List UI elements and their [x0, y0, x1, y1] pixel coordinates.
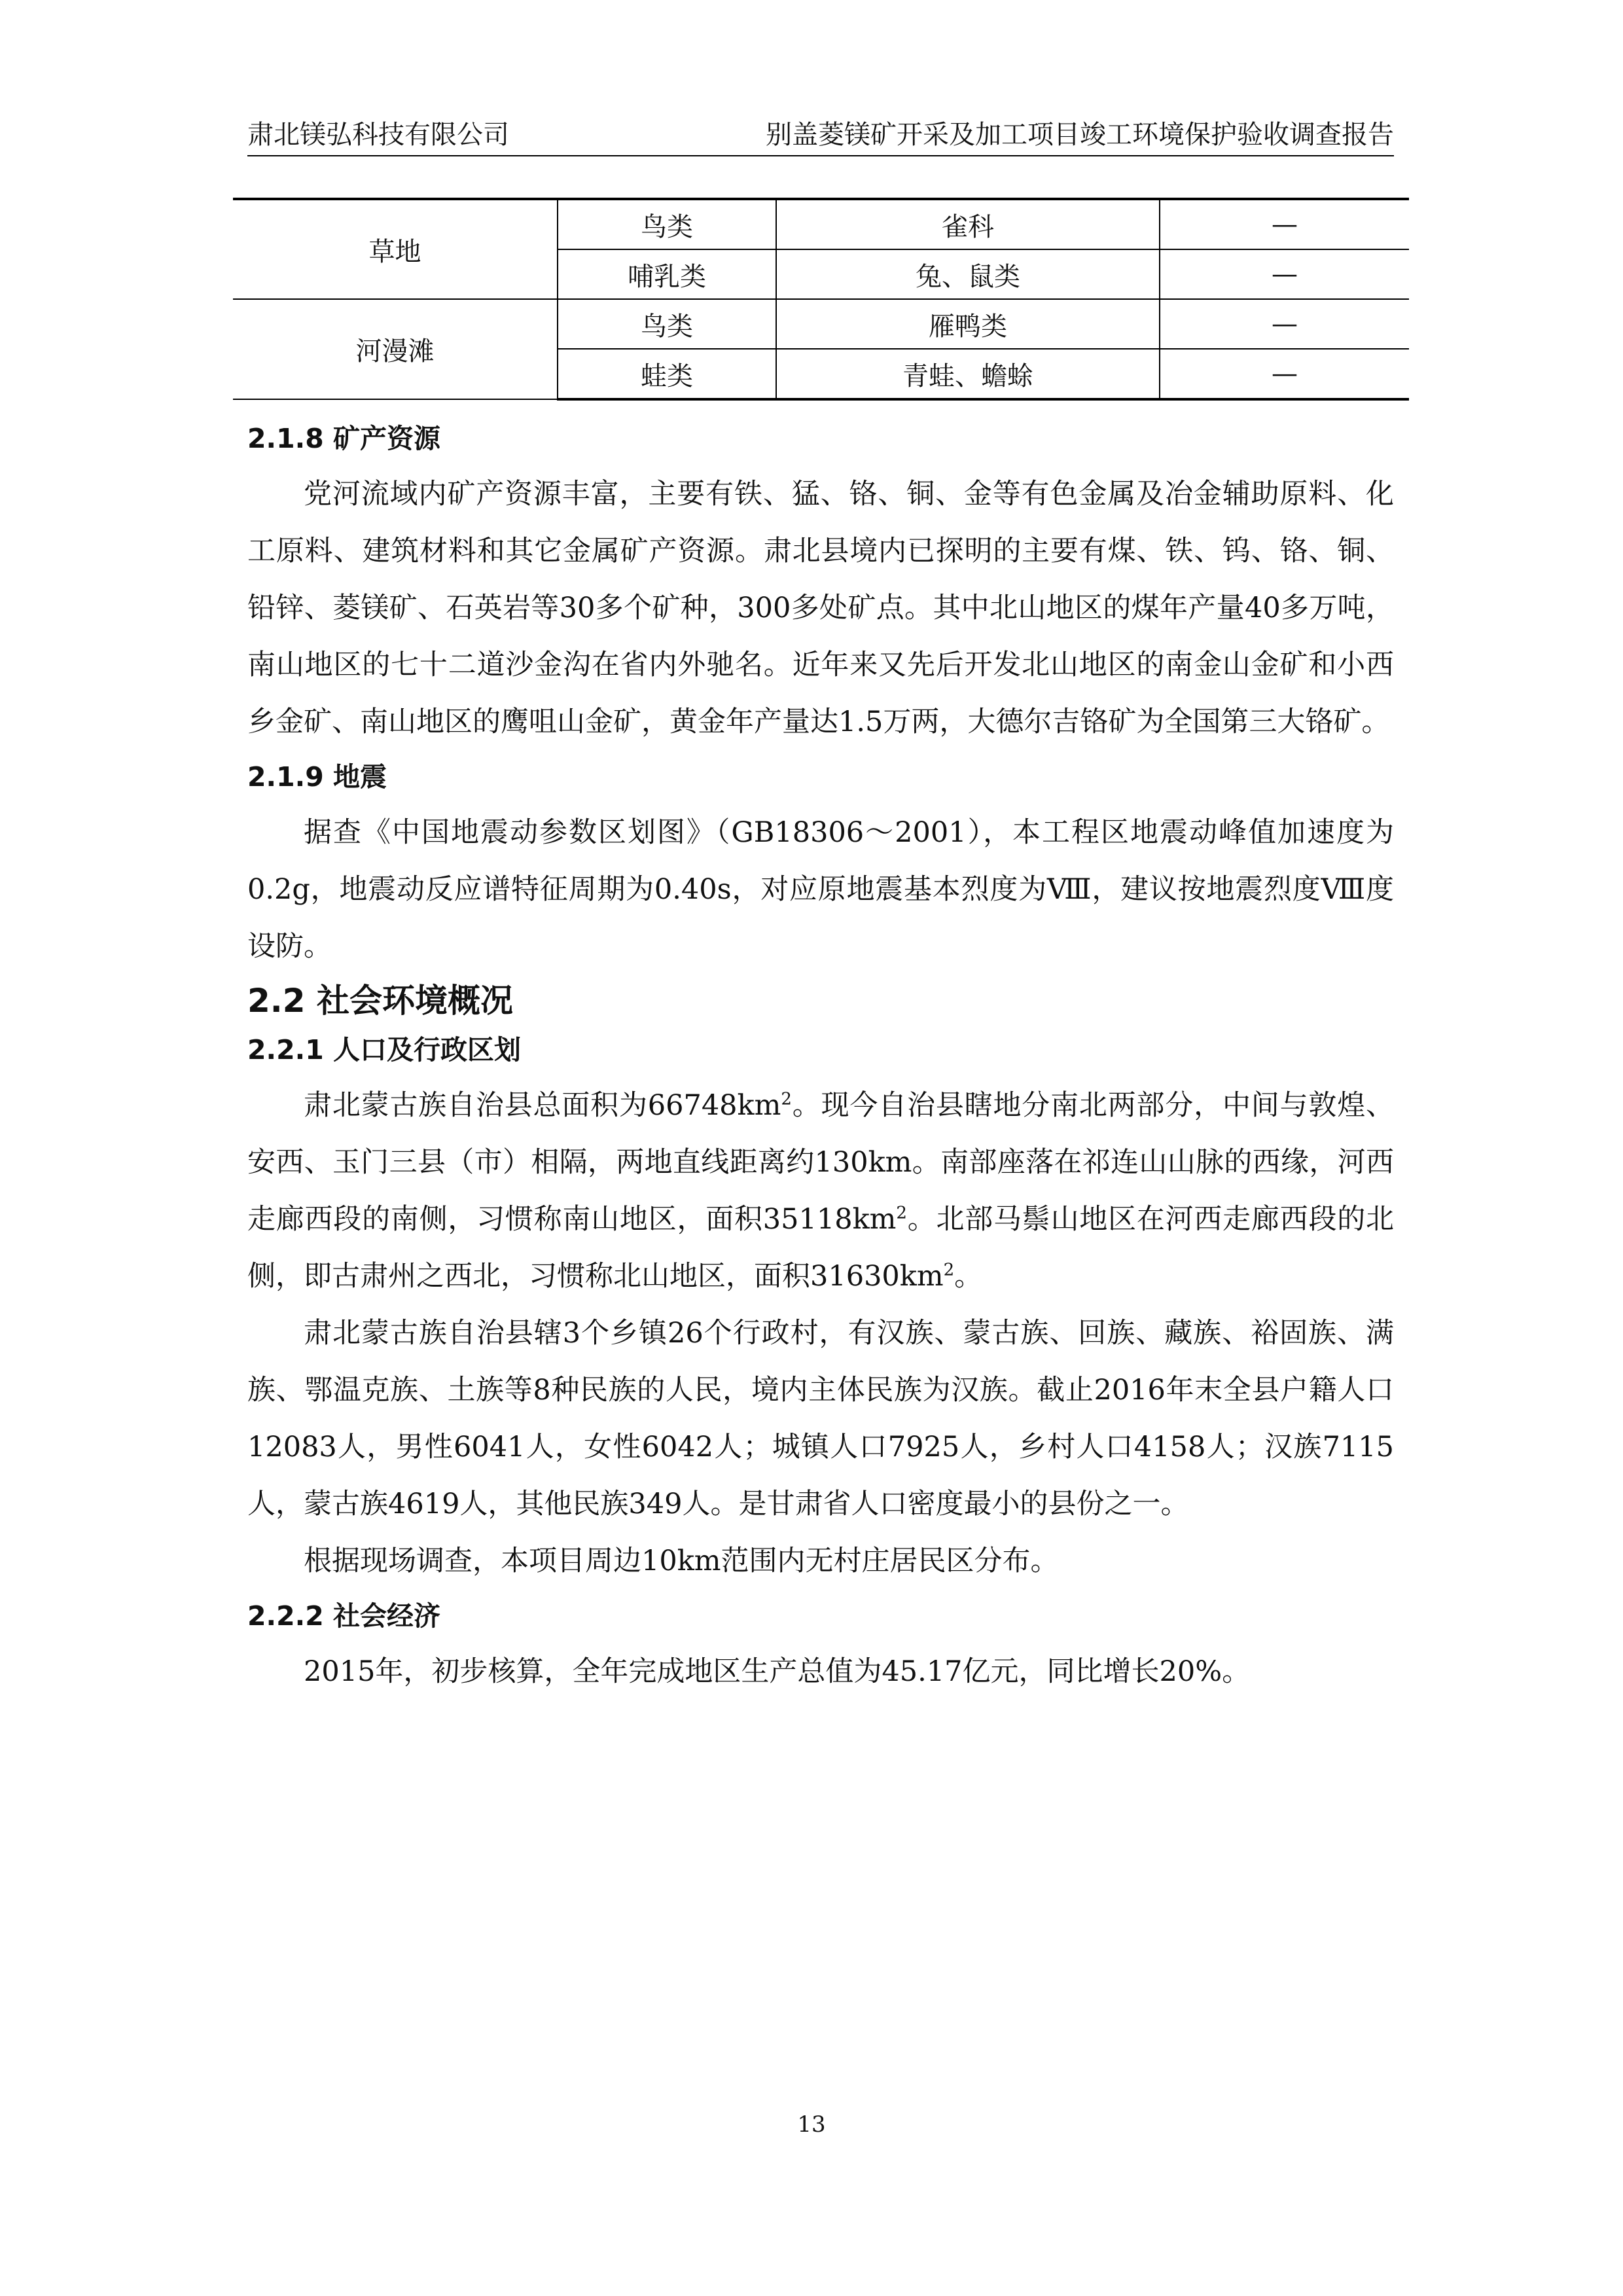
paragraph-mineral-resources: 党河流域内矿产资源丰富，主要有铁、猛、铬、铜、金等有色金属及冶金辅助原料、化工原料、建筑材料和其它金属矿产资源。肃北县境内已探明的主要有煤、铁、钨、铬、铜、铅锌、菱镁矿、石英岩等30多个矿种，300多处矿点。其中北山地区的煤年产量40多万吨，南山地区的七十二道沙金沟在省内外驰名。近年来又先后开发北山地区的南金山金矿和小西乡金矿、南山地区的鹰咀山金矿，黄金年产量达1.5万两，大德尔吉铬矿为全国第三大铬矿。: [247, 478, 1394, 738]
superscript-2: 2: [896, 1203, 907, 1223]
superscript-2: 2: [943, 1260, 955, 1280]
level-cell: —: [1160, 199, 1409, 249]
area-text-a: 肃北蒙古族自治县总面积为66748km: [304, 1089, 781, 1122]
section-heading-2-2-1: 2.2.1 人口及行政区划: [247, 1034, 522, 1066]
habitat-species-table: [233, 198, 1409, 401]
header-company: 肃北镁弘科技有限公司: [247, 120, 509, 150]
species-cell: 青蛙、蟾蜍: [776, 349, 1160, 399]
paragraph-population: 肃北蒙古族自治县辖3个乡镇26个行政村，有汉族、蒙古族、回族、藏族、裕固族、满族、鄂温克族、土族等8种民族的人民，境内主体民族为汉族。截止2016年末全县户籍人口12083人，男性6041人，女性6042人；城镇人口7925人，乡村人口4158人；汉族7115人，蒙古族4619人，其他民族349人。是甘肃省人口密度最小的县份之一。: [247, 1317, 1394, 1520]
header-report-title: 别盖菱镁矿开采及加工项目竣工环境保护验收调查报告: [766, 120, 1394, 150]
area-text-d: 。: [954, 1260, 983, 1293]
page-number: 13: [797, 2111, 826, 2138]
category-cell: 鸟类: [558, 299, 776, 349]
section-heading-2-2: 2.2 社会环境概况: [247, 982, 513, 1020]
table-row: [233, 199, 1409, 249]
category-cell: 蛙类: [558, 349, 776, 399]
paragraph-area: [247, 1077, 1394, 1305]
paragraph-economy: 2015年，初步核算，全年完成地区生产总值为45.17亿元，同比增长20%。: [304, 1655, 1251, 1688]
area-text-b: 。现今自治县瞎地分南北两部分，中间与敦煌、安西、玉门三县（市）相隔，两地直线距离约130km。南部座落在祁连山山脉的西缘，河西走廊西段的南侧，习惯称南山地区，面积35118km: [247, 1089, 1395, 1236]
species-cell: 兔、鼠类: [776, 249, 1160, 299]
level-cell: —: [1160, 299, 1409, 349]
area-text-c: 。北部马鬃山地区在河西走廊西段的北侧，即古肃州之西北，习惯称北山地区，面积31630km: [247, 1203, 1394, 1293]
section-heading-2-1-8: 2.1.8 矿产资源: [247, 423, 441, 454]
species-cell: 雀科: [776, 199, 1160, 249]
section-heading-2-2-2: 2.2.2 社会经济: [247, 1600, 441, 1632]
species-cell: 雁鸭类: [776, 299, 1160, 349]
section-heading-2-1-9: 2.1.9 地震: [247, 761, 387, 793]
paragraph-survey: 根据现场调查，本项目周边10km范围内无村庄居民区分布。: [304, 1545, 1059, 1577]
category-cell: 哺乳类: [558, 249, 776, 299]
superscript-2: 2: [781, 1089, 792, 1109]
table-row: [233, 299, 1409, 349]
paragraph-earthquake: 据查《中国地震动参数区划图》（GB18306～2001），本工程区地震动峰值加速度为0.2g，地震动反应谱特征周期为0.40s，对应原地震基本烈度为Ⅷ，建议按地震烈度Ⅷ度设防。: [247, 816, 1394, 963]
level-cell: —: [1160, 249, 1409, 299]
page-header: [247, 115, 1394, 156]
habitat-cell: 河漫滩: [233, 299, 558, 399]
level-cell: —: [1160, 349, 1409, 399]
category-cell: 鸟类: [558, 199, 776, 249]
body-content: [247, 412, 1394, 1700]
habitat-cell: 草地: [233, 199, 558, 299]
